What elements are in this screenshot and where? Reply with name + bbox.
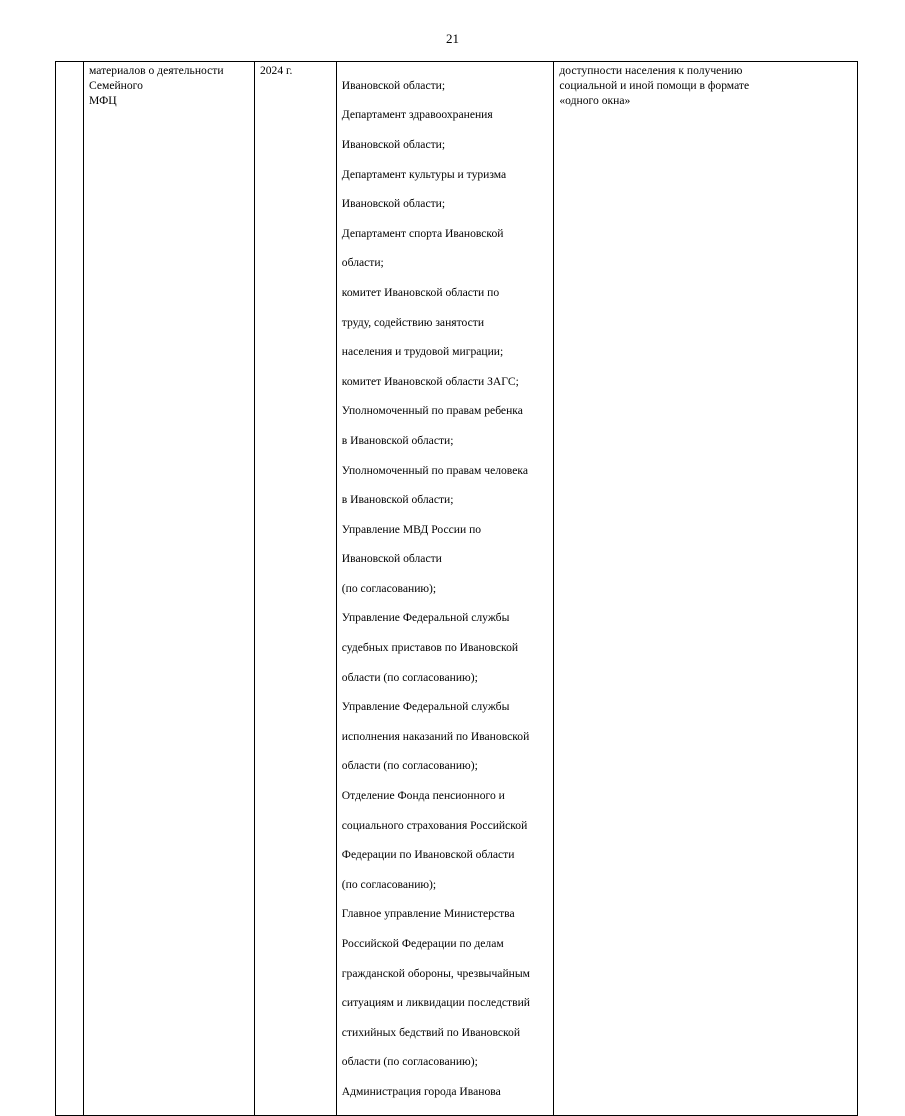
executor-line: в Ивановской области; bbox=[341, 493, 454, 507]
executor-line: Ивановской области bbox=[341, 552, 442, 566]
executor-line: Администрация города Иванова bbox=[341, 1084, 501, 1098]
executor-line: Главное управление Министерства bbox=[341, 907, 515, 921]
executor-line: судебных приставов по Ивановской bbox=[341, 641, 519, 655]
page-number: 21 bbox=[446, 31, 459, 46]
executor-line: Управление Федеральной службы bbox=[341, 611, 510, 625]
executor-line: стихийных бедствий по Ивановской bbox=[341, 1025, 521, 1039]
cell-executors bbox=[336, 62, 554, 1116]
executor-line: Управление Федеральной службы bbox=[341, 700, 510, 714]
executor-line: Уполномоченный по правам человека bbox=[341, 463, 528, 477]
cell-event: материалов о деятельности Семейного МФЦ bbox=[83, 62, 254, 1116]
executor-line: в Ивановской области; bbox=[341, 433, 454, 447]
cell-term: 2024 г. bbox=[254, 62, 336, 1116]
executor-line: области; bbox=[341, 256, 384, 270]
executor-line: области (по согласованию); bbox=[341, 670, 478, 684]
executor-line: ситуациям и ликвидации последствий bbox=[341, 996, 530, 1010]
executor-line: (по согласованию); bbox=[341, 877, 437, 891]
executor-line: гражданской обороны, чрезвычайным bbox=[341, 966, 530, 980]
executor-line: Ивановской области; bbox=[341, 78, 446, 92]
executor-line: труду, содействию занятости bbox=[341, 315, 485, 329]
executor-line: Ивановской области; bbox=[341, 137, 446, 151]
executor-line: (по согласованию); bbox=[341, 581, 437, 595]
executor-line: Департамент здравоохранения bbox=[341, 108, 493, 122]
executor-line: населения и трудовой миграции; bbox=[341, 345, 504, 359]
executor-line: Федерации по Ивановской области bbox=[341, 848, 515, 862]
executor-line: области (по согласованию); bbox=[341, 759, 478, 773]
plan-table bbox=[55, 61, 858, 1116]
executor-line: области (по согласованию); bbox=[341, 1055, 478, 1069]
executor-line: Российской Федерации по делам bbox=[341, 937, 504, 951]
table-row bbox=[56, 62, 858, 1116]
cell-result: доступности населения к получению социальной и иной помощи в формате «одного окна» bbox=[554, 62, 858, 1116]
executor-line: Департамент спорта Ивановской bbox=[341, 226, 504, 240]
executor-line: Уполномоченный по правам ребенка bbox=[341, 404, 523, 418]
executor-line: социального страхования Российской bbox=[341, 818, 528, 832]
executor-line: исполнения наказаний по Ивановской bbox=[341, 729, 530, 743]
executor-line: Отделение Фонда пенсионного и bbox=[341, 789, 505, 803]
executor-line: комитет Ивановской области по bbox=[341, 285, 500, 299]
executor-line: Департамент культуры и туризма bbox=[341, 167, 507, 181]
executor-line: Управление МВД России по bbox=[341, 522, 482, 536]
cell-number bbox=[56, 62, 84, 1116]
executor-line: Ивановской области; bbox=[341, 197, 446, 211]
executor-line: комитет Ивановской области ЗАГС; bbox=[341, 374, 519, 388]
